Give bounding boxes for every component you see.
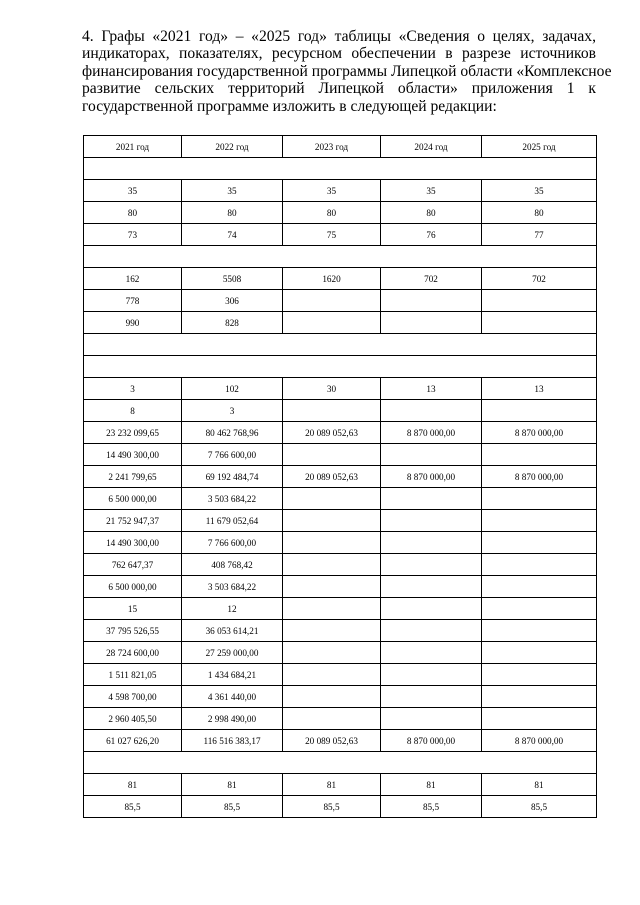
section-spacer-cell bbox=[84, 752, 597, 774]
table-cell: 4 598 700,00 bbox=[84, 686, 182, 708]
table-cell bbox=[283, 290, 381, 312]
table-cell bbox=[482, 510, 597, 532]
table-cell: 81 bbox=[381, 774, 482, 796]
table-cell bbox=[381, 444, 482, 466]
table-cell: 14 490 300,00 bbox=[84, 532, 182, 554]
table-cell bbox=[381, 400, 482, 422]
table-cell bbox=[283, 400, 381, 422]
table-section-row bbox=[84, 752, 597, 774]
section-spacer-cell bbox=[84, 356, 597, 378]
table-cell: 408 768,42 bbox=[182, 554, 283, 576]
table-cell: 990 bbox=[84, 312, 182, 334]
table-row bbox=[84, 620, 597, 642]
table-cell: 306 bbox=[182, 290, 283, 312]
table-section-row bbox=[84, 158, 597, 180]
table-row bbox=[84, 422, 597, 444]
table-cell: 74 bbox=[182, 224, 283, 246]
table-cell: 5508 bbox=[182, 268, 283, 290]
table-cell bbox=[381, 290, 482, 312]
table-cell: 76 bbox=[381, 224, 482, 246]
intro-line: финансирования государственной программы Липецкой области «Комплексное bbox=[82, 62, 612, 80]
table-cell bbox=[482, 708, 597, 730]
table-cell: 20 089 052,63 bbox=[283, 466, 381, 488]
table-cell: 37 795 526,55 bbox=[84, 620, 182, 642]
table-cell: 4 361 440,00 bbox=[182, 686, 283, 708]
table-cell: 8 870 000,00 bbox=[381, 422, 482, 444]
table-cell: 80 462 768,96 bbox=[182, 422, 283, 444]
table-cell bbox=[482, 664, 597, 686]
intro-paragraph bbox=[82, 28, 612, 115]
table-row bbox=[84, 642, 597, 664]
table-cell: 81 bbox=[482, 774, 597, 796]
table-cell: 35 bbox=[482, 180, 597, 202]
table-row bbox=[84, 224, 597, 246]
table-cell: 85,5 bbox=[84, 796, 182, 818]
table-cell bbox=[283, 598, 381, 620]
table-cell: 30 bbox=[283, 378, 381, 400]
table-row bbox=[84, 400, 597, 422]
table-cell bbox=[381, 686, 482, 708]
table-cell bbox=[482, 576, 597, 598]
table-cell: 12 bbox=[182, 598, 283, 620]
table-cell bbox=[482, 290, 597, 312]
table-cell: 762 647,37 bbox=[84, 554, 182, 576]
table-cell: 13 bbox=[381, 378, 482, 400]
intro-line: государственной программе изложить в следующей редакции: bbox=[82, 97, 497, 115]
table-cell: 6 500 000,00 bbox=[84, 576, 182, 598]
table-row bbox=[84, 268, 597, 290]
table-cell: 8 870 000,00 bbox=[381, 466, 482, 488]
table-cell: 8 870 000,00 bbox=[381, 730, 482, 752]
table-cell: 81 bbox=[84, 774, 182, 796]
table-cell: 69 192 484,74 bbox=[182, 466, 283, 488]
table-section-row bbox=[84, 356, 597, 378]
table-cell: 8 870 000,00 bbox=[482, 730, 597, 752]
table-cell: 6 500 000,00 bbox=[84, 488, 182, 510]
table-cell: 1620 bbox=[283, 268, 381, 290]
table-cell bbox=[482, 620, 597, 642]
table-cell: 8 bbox=[84, 400, 182, 422]
table-cell bbox=[283, 532, 381, 554]
table-row bbox=[84, 488, 597, 510]
table-cell: 778 bbox=[84, 290, 182, 312]
table-cell bbox=[482, 554, 597, 576]
column-header: 2023 год bbox=[283, 136, 381, 158]
table-cell: 35 bbox=[381, 180, 482, 202]
table-cell bbox=[283, 576, 381, 598]
table-cell: 8 870 000,00 bbox=[482, 466, 597, 488]
table-cell bbox=[482, 400, 597, 422]
table-cell bbox=[283, 444, 381, 466]
table-cell: 702 bbox=[381, 268, 482, 290]
table-cell: 20 089 052,63 bbox=[283, 422, 381, 444]
table-cell: 828 bbox=[182, 312, 283, 334]
table-row bbox=[84, 510, 597, 532]
table-cell: 75 bbox=[283, 224, 381, 246]
column-header: 2021 год bbox=[84, 136, 182, 158]
table-cell: 27 259 000,00 bbox=[182, 642, 283, 664]
section-spacer-cell bbox=[84, 334, 597, 356]
section-spacer-cell bbox=[84, 246, 597, 268]
table-row bbox=[84, 180, 597, 202]
table-cell: 11 679 052,64 bbox=[182, 510, 283, 532]
table-cell bbox=[283, 664, 381, 686]
table-cell: 61 027 626,20 bbox=[84, 730, 182, 752]
table-cell: 81 bbox=[182, 774, 283, 796]
table-cell bbox=[482, 598, 597, 620]
table-cell bbox=[381, 664, 482, 686]
table-section-row bbox=[84, 246, 597, 268]
table-cell bbox=[283, 488, 381, 510]
table-cell bbox=[482, 686, 597, 708]
table-cell bbox=[381, 312, 482, 334]
table-cell: 36 053 614,21 bbox=[182, 620, 283, 642]
intro-line: индикаторах, показателях, ресурсном обеспечении в разрезе источников bbox=[82, 45, 596, 63]
table-cell: 13 bbox=[482, 378, 597, 400]
table-cell bbox=[283, 312, 381, 334]
table-cell: 35 bbox=[182, 180, 283, 202]
table-cell: 20 089 052,63 bbox=[283, 730, 381, 752]
table-cell bbox=[482, 642, 597, 664]
table-cell: 15 bbox=[84, 598, 182, 620]
table-row bbox=[84, 554, 597, 576]
table-cell: 35 bbox=[84, 180, 182, 202]
table-row bbox=[84, 378, 597, 400]
table-cell bbox=[381, 510, 482, 532]
table-cell bbox=[381, 576, 482, 598]
table-cell: 2 241 799,65 bbox=[84, 466, 182, 488]
table-row bbox=[84, 796, 597, 818]
table-cell: 2 960 405,50 bbox=[84, 708, 182, 730]
table-cell: 85,5 bbox=[182, 796, 283, 818]
table-row bbox=[84, 686, 597, 708]
table-cell: 80 bbox=[283, 202, 381, 224]
table-cell: 21 752 947,37 bbox=[84, 510, 182, 532]
table-row bbox=[84, 290, 597, 312]
table-cell bbox=[482, 488, 597, 510]
table-cell: 8 870 000,00 bbox=[482, 422, 597, 444]
table-row bbox=[84, 202, 597, 224]
table-cell bbox=[283, 510, 381, 532]
column-header: 2025 год bbox=[482, 136, 597, 158]
table-header-row bbox=[84, 136, 597, 158]
table-cell bbox=[381, 554, 482, 576]
table-cell: 14 490 300,00 bbox=[84, 444, 182, 466]
table-cell: 23 232 099,65 bbox=[84, 422, 182, 444]
table-cell: 73 bbox=[84, 224, 182, 246]
table-cell: 3 503 684,22 bbox=[182, 576, 283, 598]
table-row bbox=[84, 730, 597, 752]
table-cell: 162 bbox=[84, 268, 182, 290]
table-section-row bbox=[84, 334, 597, 356]
table-cell: 702 bbox=[482, 268, 597, 290]
table-cell: 116 516 383,17 bbox=[182, 730, 283, 752]
table-cell: 35 bbox=[283, 180, 381, 202]
column-header: 2024 год bbox=[381, 136, 482, 158]
table-row bbox=[84, 598, 597, 620]
table-cell bbox=[283, 642, 381, 664]
table-cell bbox=[381, 620, 482, 642]
table-cell: 2 998 490,00 bbox=[182, 708, 283, 730]
table-cell: 80 bbox=[482, 202, 597, 224]
column-header: 2022 год bbox=[182, 136, 283, 158]
table-cell: 3 bbox=[182, 400, 283, 422]
table-cell: 81 bbox=[283, 774, 381, 796]
table-cell: 7 766 600,00 bbox=[182, 532, 283, 554]
table-cell: 77 bbox=[482, 224, 597, 246]
table-cell bbox=[381, 642, 482, 664]
intro-line: развитие сельских территорий Липецкой области» приложения 1 к bbox=[82, 80, 596, 98]
table-cell: 85,5 bbox=[283, 796, 381, 818]
table-row bbox=[84, 312, 597, 334]
table-cell: 80 bbox=[381, 202, 482, 224]
intro-line: 4. Графы «2021 год» – «2025 год» таблицы «Сведения о целях, задачах, bbox=[82, 28, 596, 45]
table-cell: 85,5 bbox=[482, 796, 597, 818]
section-spacer-cell bbox=[84, 158, 597, 180]
table-cell bbox=[381, 708, 482, 730]
table-cell: 3 bbox=[84, 378, 182, 400]
table-cell bbox=[482, 444, 597, 466]
table-cell: 28 724 600,00 bbox=[84, 642, 182, 664]
table-row bbox=[84, 708, 597, 730]
table-cell: 80 bbox=[182, 202, 283, 224]
table-cell: 80 bbox=[84, 202, 182, 224]
table-cell bbox=[283, 620, 381, 642]
table-cell bbox=[283, 686, 381, 708]
table-cell bbox=[381, 532, 482, 554]
table-row bbox=[84, 444, 597, 466]
table-row bbox=[84, 664, 597, 686]
table-cell bbox=[482, 532, 597, 554]
table-cell: 102 bbox=[182, 378, 283, 400]
table-row bbox=[84, 466, 597, 488]
table-cell bbox=[482, 312, 597, 334]
table-cell: 7 766 600,00 bbox=[182, 444, 283, 466]
table-cell bbox=[283, 554, 381, 576]
table-cell: 1 434 684,21 bbox=[182, 664, 283, 686]
table-cell: 3 503 684,22 bbox=[182, 488, 283, 510]
table-cell bbox=[381, 488, 482, 510]
table-cell bbox=[283, 708, 381, 730]
table-cell: 85,5 bbox=[381, 796, 482, 818]
table-cell: 1 511 821,05 bbox=[84, 664, 182, 686]
table-row bbox=[84, 774, 597, 796]
table-row bbox=[84, 532, 597, 554]
table-row bbox=[84, 576, 597, 598]
table-cell bbox=[381, 598, 482, 620]
program-indicators-table bbox=[83, 135, 597, 818]
table-body bbox=[84, 158, 597, 818]
